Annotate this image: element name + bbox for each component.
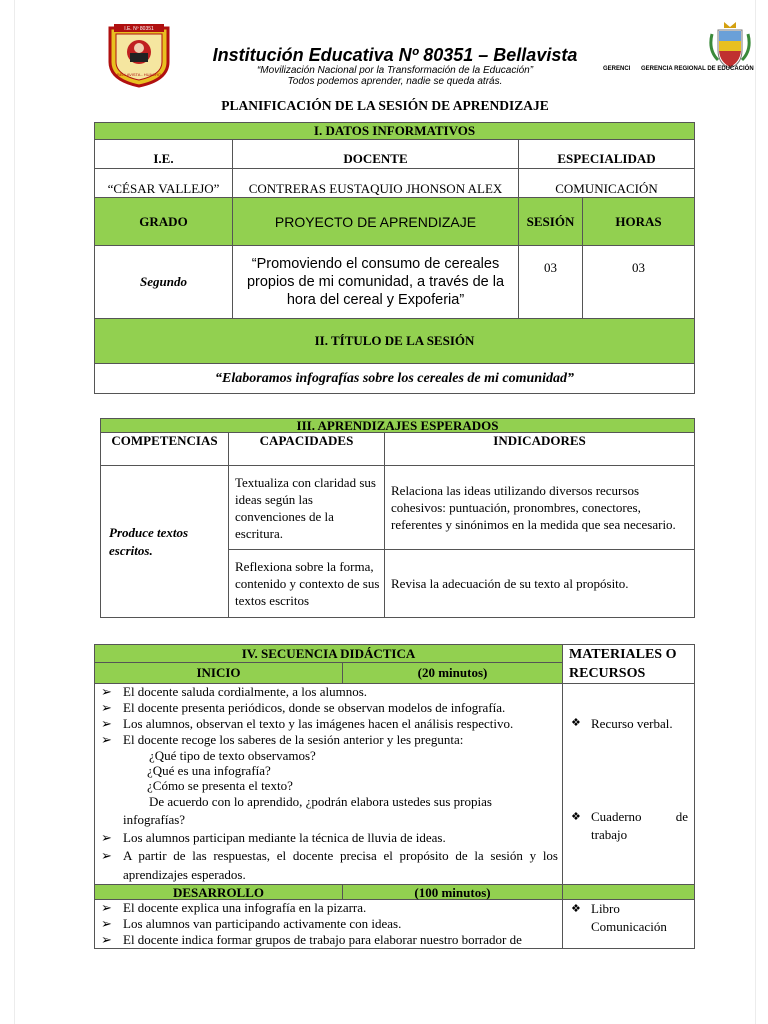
list-item: ➢ El docente indica formar grupos de trabajo para elaborar nuestro borrador de [101, 932, 522, 947]
svg-text:BELLAVISTA - HUACHO: BELLAVISTA - HUACHO [116, 72, 162, 77]
material-item: ❖ Libro Comunicación [571, 901, 667, 934]
col-horas-header: HORAS [583, 198, 695, 246]
col-especialidad-header: ESPECIALIDAD [519, 140, 695, 169]
diamond-bullet-icon: ❖ [571, 811, 581, 823]
document-title: PLANIFICACIÓN DE LA SESIÓN DE APRENDIZAJE [221, 98, 549, 113]
col-ie-header: I.E. [95, 140, 233, 169]
arrow-bullet-icon: ➢ [101, 830, 112, 845]
list-item: ➢ El docente presenta periódicos, donde se observan modelos de infografía. [101, 700, 506, 715]
col-sesion-header: SESIÓN [519, 198, 583, 246]
pregunta-5: infografías? [123, 812, 186, 827]
diamond-bullet-icon: ❖ [571, 903, 581, 915]
col-competencias-header: COMPETENCIAS [101, 433, 229, 466]
arrow-bullet-icon: ➢ [101, 716, 112, 731]
gerencia-regional-label: GERENCIA REGIONAL DE EDUCACIÓN [641, 66, 754, 72]
especialidad-value: COMUNICACIÓN [519, 169, 695, 198]
pregunta-1: ¿Qué tipo de texto observamos? [149, 748, 316, 763]
desarrollo-materiales-header [563, 885, 695, 900]
sesion-value: 03 [519, 246, 583, 319]
pregunta-2: ¿Qué es una infografía? [147, 763, 271, 778]
col-grado-header: GRADO [95, 198, 233, 246]
datos-heading: I. DATOS INFORMATIVOS [95, 123, 695, 140]
desarrollo-time: (100 minutos) [343, 885, 563, 900]
materiales-desarrollo [563, 900, 695, 949]
diamond-bullet-icon: ❖ [571, 717, 581, 729]
indicador-1: Relaciona las ideas utilizando diversos recursos cohesivos: puntuación, pronombres, conectores, referentes y sinónimos en la medida que sea necesario. [385, 466, 695, 550]
capacidad-1: Textualiza con claridad sus ideas según las convenciones de la escritura. [229, 466, 385, 550]
inicio-label: INICIO [95, 663, 343, 684]
list-item: ➢ A partir de las respuestas, el docente precisa el propósito de la sesión y los aprendizajes esperados. [101, 848, 558, 882]
motto-line-1: “Movilización Nacional por la Transformación de la Educación” [256, 65, 534, 76]
school-crest-logo [106, 22, 172, 88]
col-indicadores-header: INDICADORES [385, 433, 695, 466]
motto-line-2: Todos podemos aprender, nadie se queda atrás. [287, 76, 503, 87]
secuencia-heading: IV. SECUENCIA DIDÁCTICA [95, 645, 563, 663]
proyecto-value: “Promoviendo el consumo de cereales propios de mi comunidad, a través de la hora del cereal y Expoferia” [233, 246, 519, 319]
pregunta-4: De acuerdo con lo aprendido, ¿podrán elabora ustedes sus propias [149, 794, 492, 809]
arrow-bullet-icon: ➢ [101, 916, 112, 931]
materiales-inicio [563, 684, 695, 885]
aprendizajes-table [100, 418, 695, 618]
inicio-content [95, 684, 563, 885]
indicador-2: Revisa la adecuación de su texto al propósito. [385, 550, 695, 618]
desarrollo-content [95, 900, 563, 949]
desarrollo-label: DESARROLLO [95, 885, 343, 900]
list-item: ➢ El docente saluda cordialmente, a los alumnos. [101, 684, 368, 699]
desarrollo-list [99, 900, 558, 948]
pregunta-3: ¿Cómo se presenta el texto? [147, 778, 293, 793]
arrow-bullet-icon: ➢ [101, 732, 112, 747]
arrow-bullet-icon: ➢ [101, 848, 112, 863]
inicio-time: (20 minutos) [343, 663, 563, 684]
list-item: ➢ Los alumnos participan mediante la técnica de lluvia de ideas. [101, 830, 446, 845]
material-item: ❖ Recurso verbal. [571, 716, 673, 731]
datos-informativos-table [94, 122, 695, 394]
arrow-bullet-icon: ➢ [101, 900, 112, 915]
svg-text:I.E. Nº 80351: I.E. Nº 80351 [124, 26, 154, 32]
inicio-list-2 [99, 830, 558, 884]
arrow-bullet-icon: ➢ [101, 684, 112, 699]
institution-name: Institución Educativa Nº 80351 – Bellavista [212, 45, 578, 65]
titulo-heading: II. TÍTULO DE LA SESIÓN [95, 319, 695, 364]
list-item: ➢ Los alumnos van participando activamente con ideas. [101, 916, 402, 931]
secuencia-didactica-table [94, 644, 695, 949]
titulo-sesion: “Elaboramos infografías sobre los cereales de mi comunidad” [95, 364, 695, 394]
grado-value: Segundo [95, 246, 233, 319]
arrow-bullet-icon: ➢ [101, 700, 112, 715]
arrow-bullet-icon: ➢ [101, 932, 112, 947]
list-item: ➢ El docente recoge los saberes de la sesión anterior y les pregunta: [101, 732, 464, 747]
docente-value: CONTRERAS EUSTAQUIO JHONSON ALEX [233, 169, 519, 198]
inicio-list [99, 684, 558, 748]
col-capacidades-header: CAPACIDADES [229, 433, 385, 466]
capacidad-2: Reflexiona sobre la forma, contenido y contexto de sus textos escritos [229, 550, 385, 618]
col-docente-header: DOCENTE [233, 140, 519, 169]
list-item: ➢ Los alumnos, observan el texto y las imágenes hacen el análisis respectivo. [101, 716, 514, 731]
list-item: ➢ El docente explica una infografía en la pizarra. [101, 900, 367, 915]
ie-value: “CÉSAR VALLEJO” [95, 169, 233, 198]
competencia-value: Produce textos escritos. [101, 466, 229, 618]
horas-value: 03 [583, 246, 695, 319]
col-proyecto-header: PROYECTO DE APRENDIZAJE [233, 198, 519, 246]
gerenci-label: GERENCI [603, 66, 631, 72]
aprendizajes-heading: III. APRENDIZAJES ESPERADOS [101, 419, 695, 433]
material-item: ❖ Cuaderno de trabajo [571, 809, 688, 842]
materiales-heading: MATERIALES O RECURSOS [563, 645, 695, 684]
